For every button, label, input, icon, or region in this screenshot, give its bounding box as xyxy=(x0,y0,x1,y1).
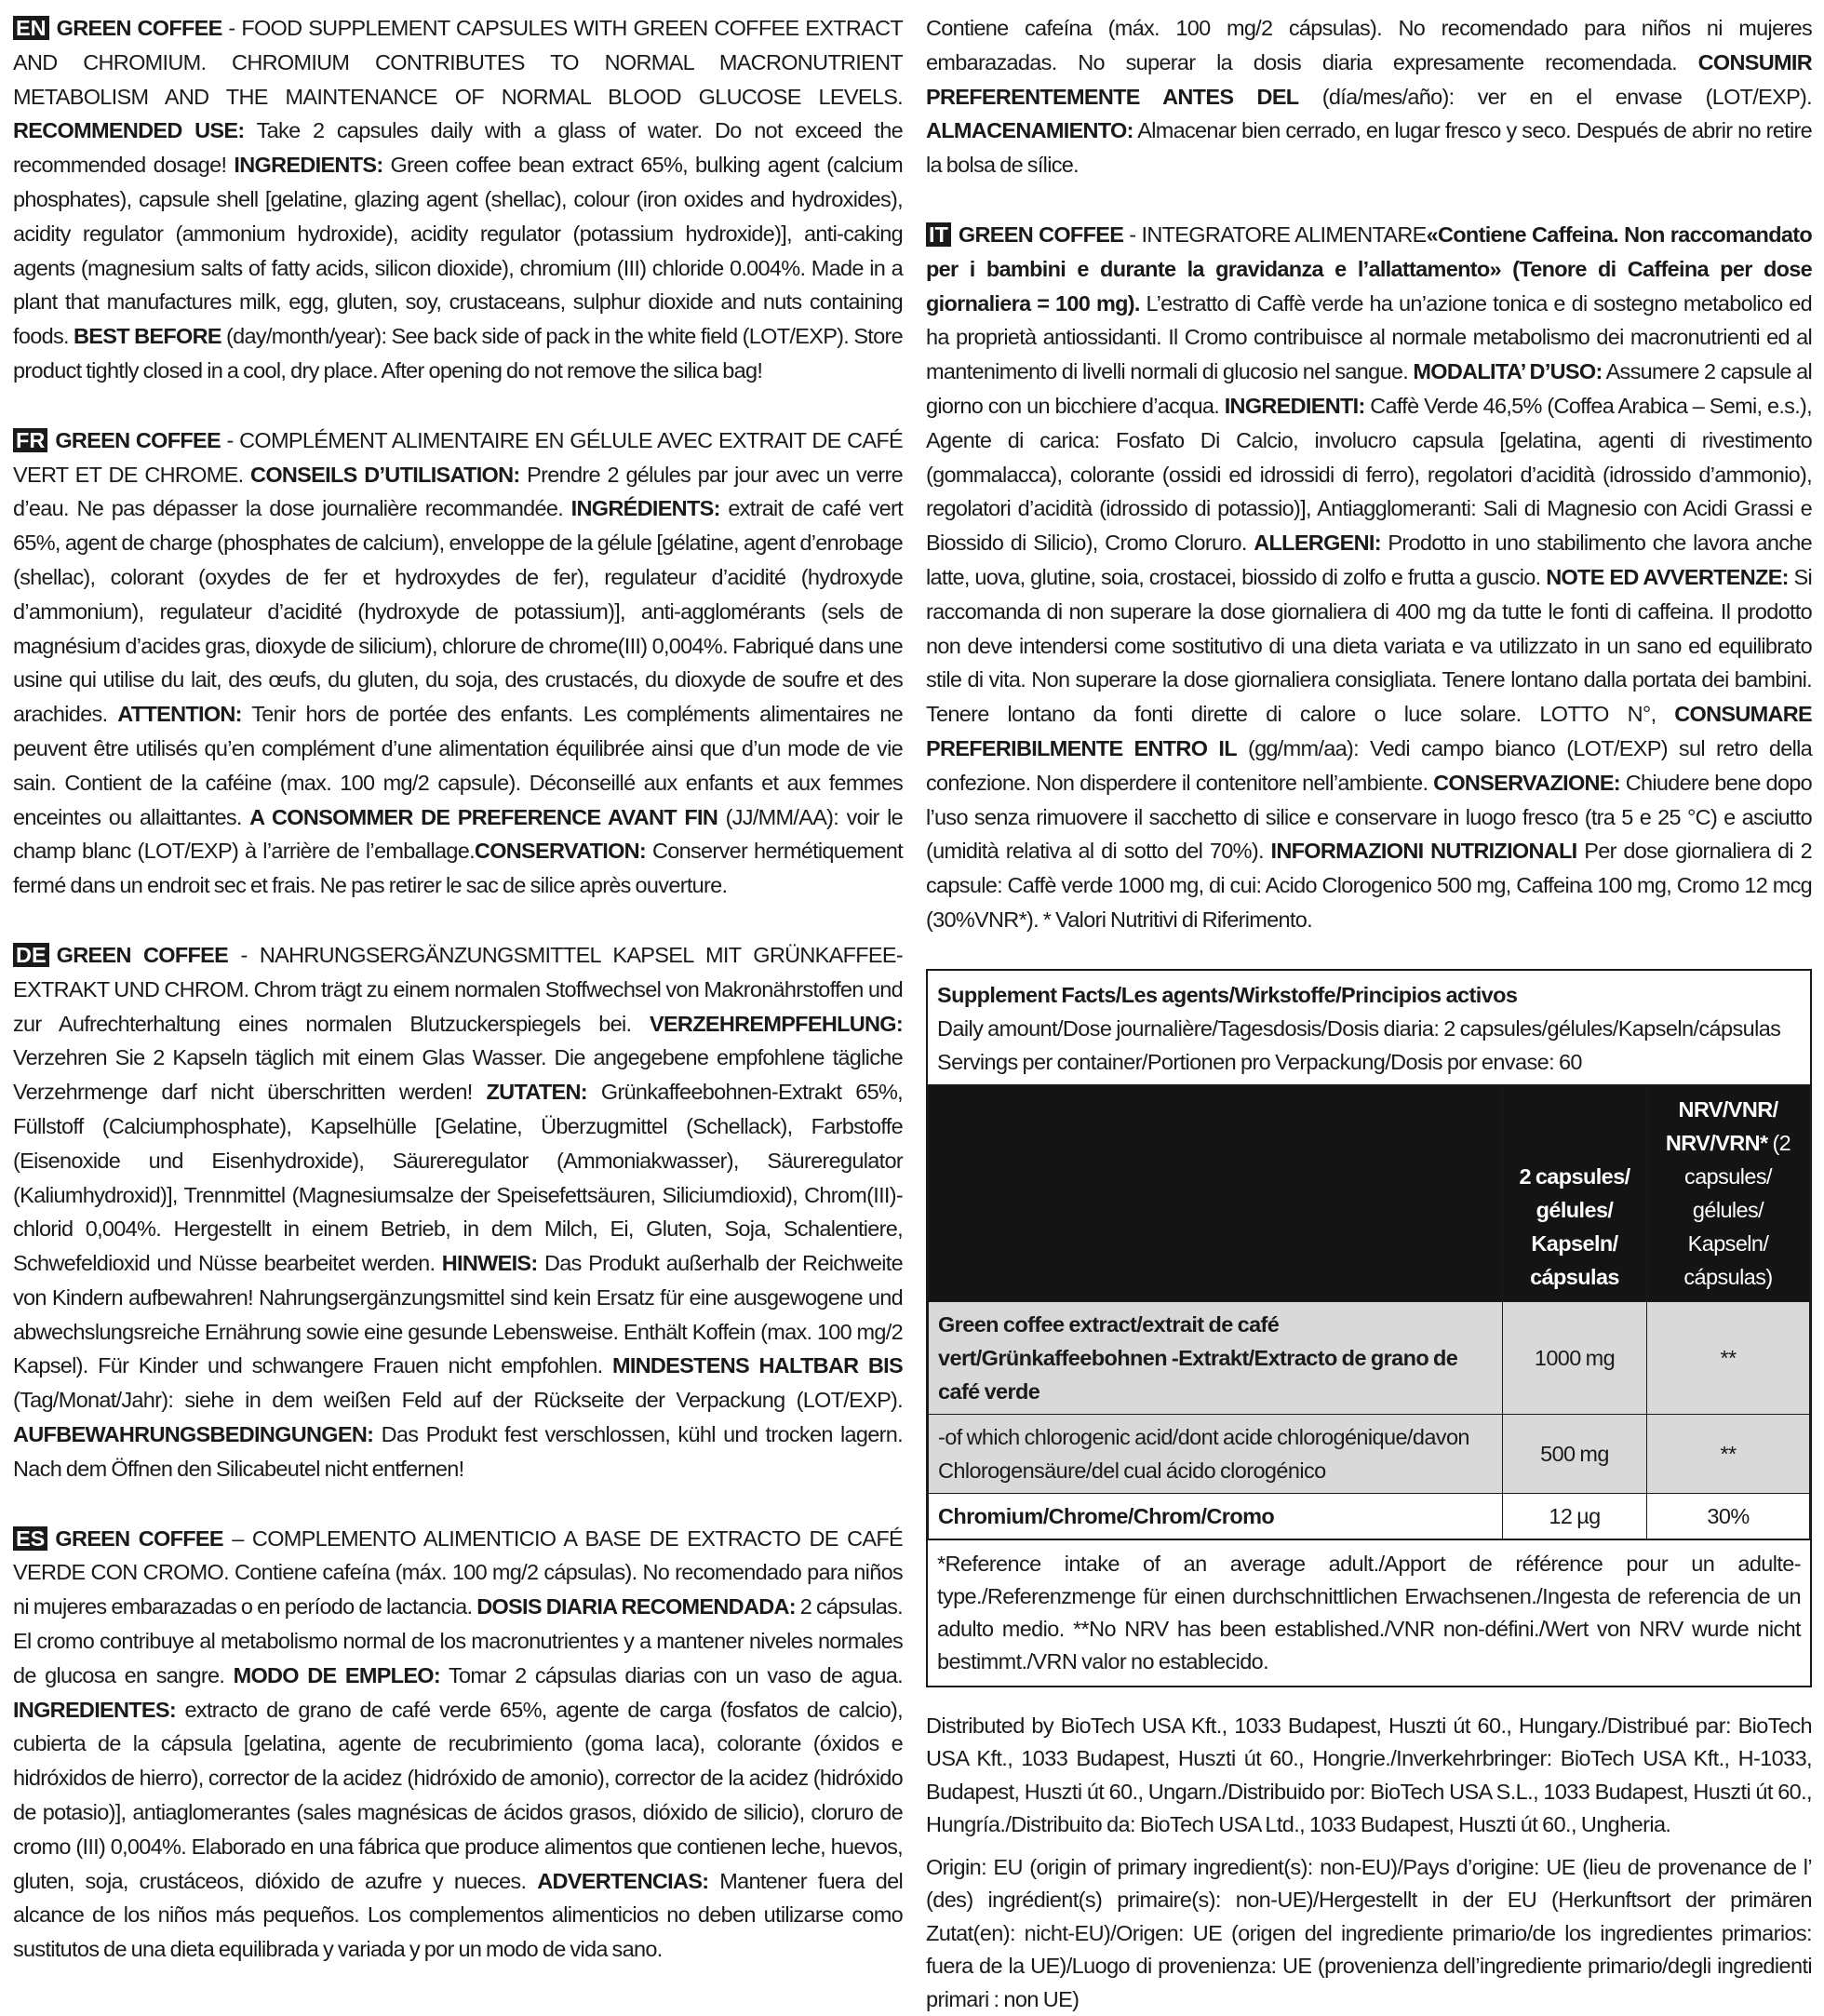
section-text: Chiudere bene dopo l’uso senza rimuovere il sacchetto di silice e conservare in luogo fresco (tra 5 e 25 °C) e asciutto (umidità relativa al di sotto del 70%). xyxy=(926,770,1812,864)
section-heading: ALMACENAMIENTO: xyxy=(926,118,1133,143)
section-heading: AUFBEWAHRUNGSBEDINGUNGEN: xyxy=(13,1422,374,1447)
table-row xyxy=(929,1414,1810,1493)
ingredient-amount: 1000 mg xyxy=(1503,1301,1647,1414)
section-text: extrait de café vert 65%, agent de charge (phosphates de calcium), enveloppe de la gélule [gélatine, agent d’enrobage (shellac), colorant (oxydes de fer et hydroxydes de fer), regulateur d’acidité (hydroxyde d’ammonium), regulateur d’acidité (hydroxyde de potassium)], anti-agglomérants (sels de magnésium d’acides gras, dioxyde de silicium), chlorure de chrome(III) 0,004%. Fabriqué dans une usine qui utilise du lait, des œufs, du gluten, du soja, des crustacés, du dioxyde de soufre et des arachides. xyxy=(13,496,903,727)
section-heading: CONSUMARE PREFERIBILMENTE ENTRO IL xyxy=(926,702,1812,760)
daily-amount: Daily amount/Dose journalière/Tagesdosis/Dosis diaria: 2 capsules/gélules/Kapseln/cápsulas xyxy=(937,1015,1781,1041)
section-heading: BEST BEFORE xyxy=(74,324,221,349)
table-row xyxy=(929,1301,1810,1414)
section-title: GREEN COFFEE xyxy=(55,1525,223,1551)
section-heading: ZUTATEN: xyxy=(486,1080,587,1105)
section-text: Contiene cafeína (máx. 100 mg/2 cápsulas). No recomendado para niños ni mujeres embarazadas. No superar la dosis diaria expresamente recomendada. xyxy=(926,16,1812,74)
section-text: - INTEGRATORE ALIMENTARE xyxy=(1123,222,1427,247)
ingredient-name: Chromium/Chrome/Chrom/Cromo xyxy=(929,1493,1503,1539)
lang-badge-es: ES xyxy=(13,1526,47,1551)
supplement-facts-table xyxy=(928,1084,1810,1539)
section-text: Tenir hors de portée des enfants. Les compléments alimentaires ne peuvent être utilisés qu’en complément d’une alimentation équilibrée ainsi que d’un mode de vie sain. Contient de la caféine (max. 100 mg/2 capsule). Déconseillé aux enfants et aux femmes enceintes ou allaittantes. xyxy=(13,702,903,829)
nrv-label: NRV/VNR/ NRV/VRN* xyxy=(1665,1096,1778,1155)
section-text: Grünkaffeebohnen-Extrakt 65%, Füllstoff (Calciumphosphate), Kapselhülle [Gelatine, Überzugmittel (Schellack), Farbstoffe (Eisenoxide und Eisenhydroxide), Säureregulator (Ammoniakwasser), Säureregulator (Kaliumhydroxid)], Trennmittel (Magnesiumsalze der Speisefettsäuren, Siliciumdioxid), Chrom(III)-chlorid 0,004%. Hergestellt in einem Betrieb, in dem Milch, Ei, Gluten, Soja, Schalentiere, Schwefeldioxid und Nüsse bearbeitet werden. xyxy=(13,1080,903,1276)
supplement-facts-header xyxy=(928,971,1810,1084)
servings-per-container: Servings per container/Portionen pro Verpackung/Dosis por envase: 60 xyxy=(937,1049,1582,1074)
section-text: Si raccomanda di non superare la dose giornaliera di 400 mg da tutte le fonti di caffeina. Il prodotto non deve intendersi come sostitutivo di una dieta variata e va utilizzato in un sano ed equilibrato stile di vita. Non superare la dose giornaliera consigliata. Tenere lontano dalla portata dei bambini. Tenere lontano da fonti dirette di calore o luce solare. LOTTO N°, xyxy=(926,564,1812,727)
section-es xyxy=(13,1522,903,1967)
section-heading: CONSEILS D’UTILISATION: xyxy=(250,462,520,487)
table-header-row xyxy=(929,1084,1810,1301)
section-heading: RECOMMENDED USE: xyxy=(13,118,245,143)
section-heading: MODO DE EMPLEO: xyxy=(233,1662,441,1687)
section-text: - COMPLÉMENT ALIMENTAIRE EN GÉLULE AVEC EXTRAIT DE CAFÉ VERT ET DE CHROME. xyxy=(13,427,903,487)
table-header-amount: 2 capsules/ gélules/ Kapseln/ cápsulas xyxy=(1503,1084,1647,1301)
section-text: (day/month/year): See back side of pack in the white field (LOT/EXP). Store product tightly closed in a cool, dry place. After opening do not remove the silica bag! xyxy=(13,324,903,383)
section-heading: «Contiene Caffeina. Non raccomandato per i bambini e durante la gravidanza e l’allattamento» (Tenore di Caffeina per dose giornaliera = 100 mg). xyxy=(926,222,1812,316)
lang-badge-it: IT xyxy=(926,222,951,247)
ingredient-amount: 12 µg xyxy=(1503,1493,1647,1539)
section-title: GREEN COFFEE xyxy=(958,222,1124,247)
lang-badge-en: EN xyxy=(13,16,49,40)
section-text: (día/mes/año): ver en el envase (LOT/EXP). xyxy=(1298,84,1813,109)
section-text: extracto de grano de café verde 65%, agente de carga (fosfatos de calcio), cubierta de la cápsula [gelatina, agente de recubrimiento (goma laca), colorante (óxidos e hidróxidos de hierro), corrector de la acidez (hidróxido de amonio), corrector de la acidez (hidróxido de potasio)], antiaglomerantes (sales magnésicas de ácidos grasos, dióxido de silicio), cloruro de cromo (III) 0,004%. Elaborado en una fábrica que produce alimentos que contienen leche, huevos, gluten, soja, crustáceos, dióxido de azufre y nueces. xyxy=(13,1697,903,1893)
section-heading: MODALITA’ D’USO: xyxy=(1413,359,1603,384)
section-heading: ALLERGENI: xyxy=(1254,531,1381,556)
section-text: Das Produkt außerhalb der Reichweite von Kindern aufbewahren! Nahrungsergänzungsmittel sind kein Ersatz für eine ausgewogene und abwechslungsreiche Ernährung sowie eine gesunde Lebensweise. Enthält Koffein (max. 100 mg/2 Kapsel). Für Kinder und schwangere Frauen nicht empfohlen. xyxy=(13,1251,903,1378)
section-heading: CONSUMIR PREFERENTEMENTE ANTES DEL xyxy=(926,49,1812,109)
section-text: (Tag/Monat/Jahr): siehe in dem weißen Feld auf der Rückseite der Verpackung (LOT/EXP). xyxy=(13,1388,903,1413)
section-text: Per dose giornaliera di 2 capsule: Caffè verde 1000 mg, di cui: Acido Clorogenico 500 mg, Caffeina 100 mg, Cromo 12 mcg (30%VNR*). * Valori Nutritivi di Riferimento. xyxy=(926,839,1812,932)
table-header-blank xyxy=(929,1084,1503,1301)
section-heading: ADVERTENCIAS: xyxy=(537,1868,709,1893)
section-fr xyxy=(13,423,903,903)
section-text: (gg/mm/aa): Vedi campo bianco (LOT/EXP) sul retro della confezione. Non disperdere il contenitore nell’ambiente. xyxy=(926,735,1812,795)
section-text: Green coffee bean extract 65%, bulking agent (calcium phosphates), capsule shell [gelatine, glazing agent (shellac), colour (iron oxides and hydroxides), acidity regulator (ammonium hydroxide), acidity regulator (potassium hydroxide)], anti-caking agents (magnesium salts of fatty acids, silicon dioxide), chromium (III) chloride 0.004%. Made in a plant that manufactures milk, egg, gluten, soy, crustaceans, sulphur dioxide and nuts containing foods. xyxy=(13,153,903,349)
right-column xyxy=(926,11,1812,2016)
section-title: GREEN COFFEE xyxy=(56,16,222,40)
nrv-note: (2 capsules/ gélules/ Kapseln/ cápsulas) xyxy=(1683,1130,1791,1289)
section-text: Take 2 capsules daily with a glass of water. Do not exceed the recommended dosage! xyxy=(13,118,903,178)
section-text: Caffè Verde 46,5% (Coffea Arabica – Semi, e.s.), Agente di carica: Fosfato Di Calcio, involucro capsula [gelatina, agenti di rivestimento (gommalacca), colorante (ossidi ed idrossidi di ferro), regolatori d’acidità (idrossido d’ammonio), regolatori d’acidità (idrossido di potassio)], Antiagglomeranti: Sali di Magnesio con Acidi Grassi e Biossido di Silicio), Cromo Cloruro. xyxy=(926,393,1812,556)
section-text: Prendre 2 gélules par jour avec un verre d’eau. Ne pas dépasser la dose journalière recommandée. xyxy=(13,462,903,521)
ingredient-name: -of which chlorogenic acid/dont acide chlorogénique/davon Chlorogensäure/del cual ácido clorogénico xyxy=(929,1414,1503,1493)
lang-badge-fr: FR xyxy=(13,428,47,452)
section-text: Verzehren Sie 2 Kapseln täglich mit einem Glas Wasser. Die angegebene empfohlene tägliche Verzehrmenge darf nicht überschritten werden! xyxy=(13,1045,903,1105)
section-heading: INGREDIENTS: xyxy=(234,153,383,178)
section-text: Conserver hermétiquement fermé dans un endroit sec et frais. Ne pas retirer le sac de silice après ouverture. xyxy=(13,839,903,898)
section-text: Das Produkt fest verschlossen, kühl und trocken lagern. Nach dem Öffnen den Silicabeutel nicht entfernen! xyxy=(13,1422,903,1481)
section-text: Mantener fuera del alcance de los niños más pequeños. Los complementos alimenticios no deben utilizarse como sustitutos de una dieta equilibrada y variada y por un modo de vida sano. xyxy=(13,1868,903,1962)
section-text: 2 cápsulas. El cromo contribuye al metabolismo normal de los macronutrientes y a mantener niveles normales de glucosa en sangre. xyxy=(13,1594,903,1687)
section-de xyxy=(13,938,903,1486)
ingredient-nrv: ** xyxy=(1647,1414,1810,1493)
section-heading: INGREDIENTI: xyxy=(1224,393,1365,418)
table-header-nrv xyxy=(1647,1084,1810,1301)
section-text: (JJ/MM/AA): voir le champ blanc (LOT/EXP) à l’arrière de l’emballage. xyxy=(13,804,903,864)
section-es-continued xyxy=(926,11,1812,182)
section-it xyxy=(926,218,1812,937)
supplement-facts-box xyxy=(926,969,1812,1687)
section-text: Prodotto in uno stabilimento che lavora anche latte, uova, glutine, soia, crostacei, biossido di zolfo e frutta a guscio. xyxy=(926,531,1812,589)
section-text: - NAHRUNGSERGÄNZUNGSMITTEL KAPSEL MIT GRÜNKAFFEE-EXTRAKT UND CHROM. Chrom trägt zu einem normalen Stoffwechsel von Makronährstoffen und zur Aufrechterhaltung eines normalen Blutzuckerspiegels bei. xyxy=(13,942,903,1036)
section-heading: INGREDIENTES: xyxy=(13,1697,176,1722)
section-heading: DOSIS DIARIA RECOMENDADA: xyxy=(476,1594,796,1620)
section-heading: ATTENTION: xyxy=(117,702,242,727)
section-text: Tomar 2 cápsulas diarias con un vaso de agua. xyxy=(440,1662,903,1687)
supplement-facts-footnote: *Reference intake of an average adult./Apport de référence pour un adulte-type./Referenzmenge für einen durchschnittlichen Erwachsenen./Ingesta de referencia de un adulto medio. **No NRV has been established./VNR non-défini./Wert von NRV wurde nicht bestimmt./VRN valor no establecido. xyxy=(928,1539,1810,1686)
section-text: - FOOD SUPPLEMENT CAPSULES WITH GREEN COFFEE EXTRACT AND CHROMIUM. CHROMIUM CONTRIBUTES TO NORMAL MACRONUTRIENT METABOLISM AND THE MAINTENANCE OF NORMAL BLOOD GLUCOSE LEVELS. xyxy=(13,16,903,109)
origin-info: Origin: EU (origin of primary ingredient(s): non-EU)/Pays d’origine: UE (lieu de provenance de l’ (des) ingrédient(s) primaire(s): non-UE)/Hergestellt in der EU (Herkunftsort der primären Zutat(en): nicht-EU)/Origen: UE (origen del ingrediente primario/de los ingredientes primarios: fuera de la UE)/Luogo di provenienza: UE (provenienza dell’ingrediente primario/degli ingredienti primari : non UE) xyxy=(926,1854,1812,2011)
section-title: GREEN COFFEE xyxy=(56,942,229,967)
ingredient-name: Green coffee extract/extrait de café vert/Grünkaffeebohnen -Extrakt/Extracto de grano de café verde xyxy=(929,1301,1503,1414)
section-heading: HINWEIS: xyxy=(441,1251,538,1276)
ingredient-amount: 500 mg xyxy=(1503,1414,1647,1493)
section-title: GREEN COFFEE xyxy=(55,427,221,452)
section-heading: CONSERVAZIONE: xyxy=(1433,770,1620,795)
ingredient-nrv: ** xyxy=(1647,1301,1810,1414)
section-text: Almacenar bien cerrado, en lugar fresco y seco. Después de abrir no retire la bolsa de sílice. xyxy=(926,118,1812,178)
section-text: – COMPLEMENTO ALIMENTICIO A BASE DE EXTRACTO DE CAFÉ VERDE CON CROMO. Contiene cafeína (máx. 100 mg/2 cápsulas). No recomendado para niños ni mujeres embarazadas o en período de lactancia. xyxy=(13,1525,903,1620)
section-heading: INGRÉDIENTS: xyxy=(570,496,720,521)
section-heading: VERZEHREMPFEHLUNG: xyxy=(649,1011,903,1036)
section-text: Assumere 2 capsule al giorno con un bicchiere d’acqua. xyxy=(926,359,1812,418)
supplement-facts-title: Supplement Facts/Les agents/Wirkstoffe/Principios activos xyxy=(937,982,1518,1007)
table-row xyxy=(929,1493,1810,1539)
section-heading: MINDESTENS HALTBAR BIS xyxy=(611,1353,903,1378)
lang-badge-de: DE xyxy=(13,943,49,967)
section-en xyxy=(13,11,903,388)
left-column xyxy=(13,11,903,1967)
section-text: L’estratto di Caffè verde ha un’azione tonica e di sostegno metabolico ed ha proprietà antiossidanti. Il Cromo contribuisce al normale metabolismo dei macronutrienti ed al mantenimento di livelli normali di glucosio nel sangue. xyxy=(926,290,1813,384)
section-heading: INFORMAZIONI NUTRIZIONALI xyxy=(1270,839,1577,864)
section-heading: NOTE ED AVVERTENZE: xyxy=(1546,564,1789,589)
distributor-info: Distributed by BioTech USA Kft., 1033 Budapest, Huszti út 60., Hungary./Distribué par: BioTech USA Kft., 1033 Budapest, Huszti út 60., Hongrie./Inverkehrbringer: BioTech USA Kft., H-1033, Budapest, Huszti út 60., Ungarn./Distribuido por: BioTech USA S.L., 1033 Budapest, Huszti út 60., Hungría./Distribuito da: BioTech USA Ltd., 1033 Budapest, Huszti út 60., Ungheria. xyxy=(926,1713,1812,1837)
ingredient-nrv: 30% xyxy=(1647,1493,1810,1539)
section-heading: CONSERVATION: xyxy=(474,839,647,864)
section-heading: A CONSOMMER DE PREFERENCE AVANT FIN xyxy=(249,804,718,829)
